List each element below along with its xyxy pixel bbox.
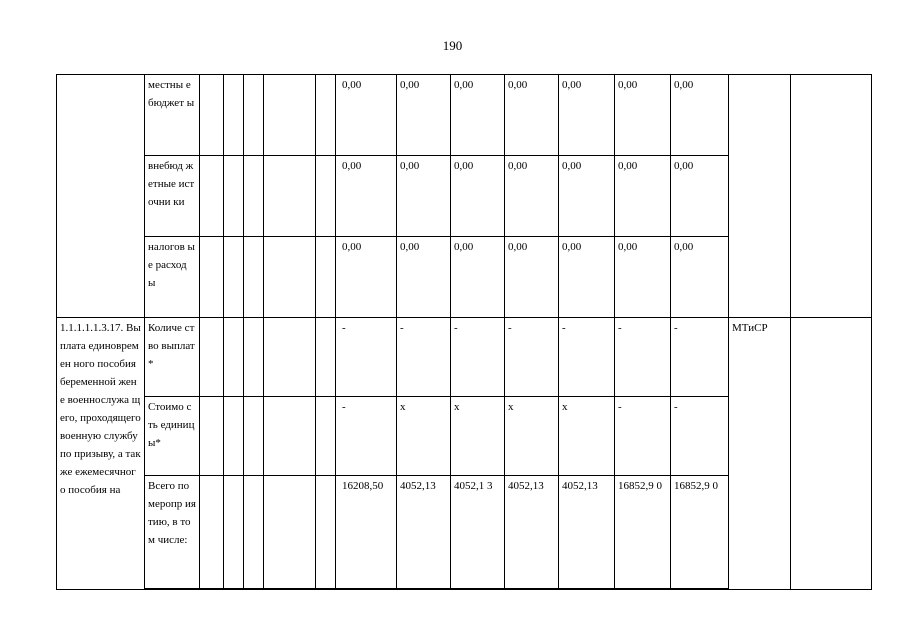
value-cell: 0,00 [559,237,615,318]
value-cell: 0,00 [451,156,505,237]
value-cell: 0,00 [336,156,397,237]
value-cell: 16208,50 [336,476,397,590]
value-cell: 0,00 [615,156,671,237]
value-cell: 16852,9 0 [671,476,729,590]
value-cell: - [671,397,729,476]
value-cell: х [397,397,451,476]
value-cell: х [559,397,615,476]
value-cell: - [451,318,505,397]
value-cell: - [615,318,671,397]
indicator-cell: Всего по меропр иятию, в том числе: [145,476,200,590]
value-cell: 0,00 [397,156,451,237]
value-cell: 4052,13 [397,476,451,590]
value-cell: 0,00 [451,75,505,156]
value-cell: х [505,397,559,476]
value-cell: - [397,318,451,397]
value-cell: 0,00 [505,75,559,156]
value-cell: 4052,1 3 [451,476,505,590]
value-cell: - [336,318,397,397]
indicator-cell: налогов ые расход ы [145,237,200,318]
value-cell: - [615,397,671,476]
indicator-cell: Стоимо сть единиц ы* [145,397,200,476]
value-cell: х [451,397,505,476]
note-cell-empty [791,75,872,318]
activity-cell-empty [57,75,145,318]
activity-name-cell: 1.1.1.1.1.3.17. Выплата единовремен ного пособия беременной жене военнослужа щего, проходящего военную службу по призыву, а также ежемесячног о пособия на [57,318,145,590]
value-cell: 4052,13 [505,476,559,590]
value-cell: 0,00 [505,156,559,237]
indicator-cell: местны е бюджет ы [145,75,200,156]
value-cell: 0,00 [336,237,397,318]
budget-table [56,74,872,590]
value-cell: 0,00 [671,156,729,237]
indicator-cell: Количе ство выплат * [145,318,200,397]
value-cell: - [336,397,397,476]
indicator-cell: внебюд жетные источни ки [145,156,200,237]
value-cell: - [671,318,729,397]
value-cell: 0,00 [451,237,505,318]
value-cell: 0,00 [336,75,397,156]
note-cell-empty [791,318,872,590]
value-cell: 0,00 [671,237,729,318]
value-cell: 0,00 [397,75,451,156]
value-cell: - [559,318,615,397]
value-cell: 16852,9 0 [615,476,671,590]
value-cell: 4052,13 [559,476,615,590]
value-cell: 0,00 [671,75,729,156]
value-cell: 0,00 [397,237,451,318]
executor-cell-empty [729,75,791,318]
value-cell: 0,00 [559,75,615,156]
value-cell: 0,00 [559,156,615,237]
value-cell: - [505,318,559,397]
value-cell: 0,00 [615,75,671,156]
executor-cell: МТиСР [729,318,791,590]
value-cell: 0,00 [615,237,671,318]
table-row [57,75,872,156]
value-cell: 0,00 [505,237,559,318]
page-number: 190 [442,38,463,53]
table-row [57,318,872,397]
